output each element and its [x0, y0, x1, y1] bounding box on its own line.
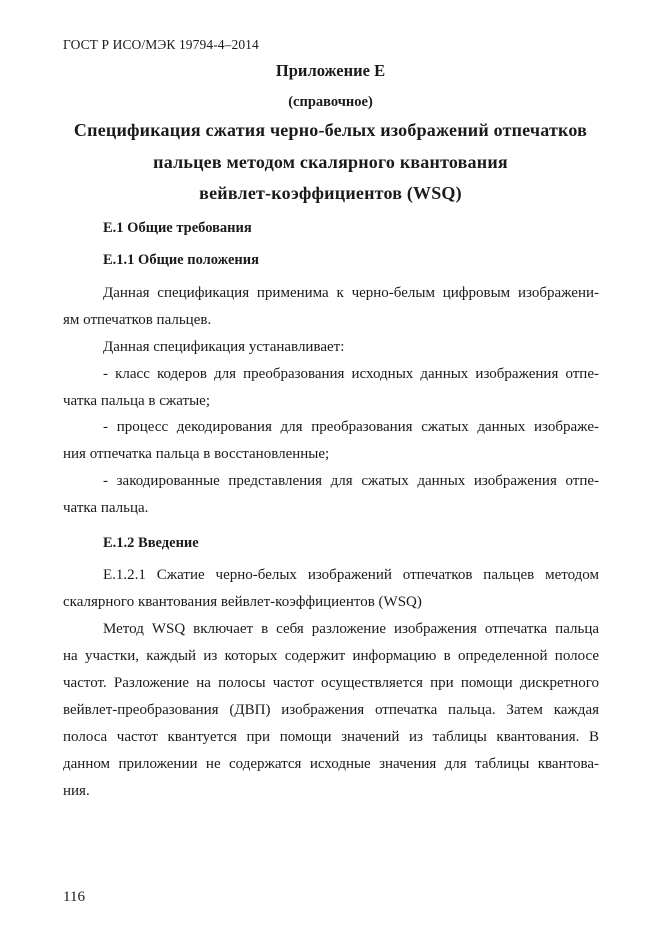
- section-heading-e1: Е.1 Общие требования: [103, 220, 252, 236]
- annex-title: Приложение Е: [275, 61, 386, 80]
- list-item-line: - класс кодеров для преобразования исходных данных изображения отпе-: [103, 366, 599, 382]
- paragraph-line: ния.: [63, 783, 90, 799]
- paragraph-line: ям отпечатков пальцев.: [63, 312, 212, 328]
- list-item-line: чатка пальца.: [63, 500, 149, 516]
- paragraph-line: скалярного квантования вейвлет-коэффициентов (WSQ): [63, 594, 422, 610]
- page-number: 116: [63, 889, 85, 905]
- paragraph-line: полоса частот квантуется при помощи значений из таблицы квантования. В: [63, 729, 599, 745]
- paragraph-line: Данная спецификация применима к черно-белым цифровым изображени-: [103, 285, 599, 301]
- paragraph-line: Данная спецификация устанавливает:: [103, 339, 345, 355]
- paragraph-line: на участки, каждый из которых содержит информацию в определенной полосе: [63, 648, 599, 664]
- list-item-line: - закодированные представления для сжатых данных изображения отпе-: [103, 473, 599, 489]
- list-item-line: чатка пальца в сжатые;: [63, 393, 210, 409]
- main-title-line: вейвлет-коэффициентов (WSQ): [199, 183, 462, 203]
- paragraph-line: Е.1.2.1 Сжатие черно-белых изображений отпечатков пальцев методом: [103, 567, 599, 583]
- section-heading-e12: Е.1.2 Введение: [103, 535, 199, 551]
- section-heading-e11: Е.1.1 Общие положения: [103, 252, 259, 268]
- list-item-line: ния отпечатка пальца в восстановленные;: [63, 446, 330, 462]
- main-title-line: Спецификация сжатия черно-белых изображений отпечатков: [73, 120, 588, 140]
- list-item-line: - процесс декодирования для преобразования сжатых данных изображе-: [103, 419, 599, 435]
- paragraph-line: данном приложении не содержатся исходные значения для таблицы квантова-: [63, 756, 599, 772]
- paragraph-line: вейвлет-преобразования (ДВП) изображения отпечатка пальца. Затем каждая: [63, 702, 599, 718]
- annex-type: (справочное): [288, 94, 373, 110]
- main-title-line: пальцев методом скалярного квантования: [153, 152, 508, 172]
- standard-code: ГОСТ Р ИСО/МЭК 19794-4–2014: [63, 37, 259, 52]
- paragraph-line: Метод WSQ включает в себя разложение изображения отпечатка пальца: [103, 621, 599, 637]
- paragraph-line: частот. Разложение на полосы частот осуществляется при помощи дискретного: [63, 675, 599, 691]
